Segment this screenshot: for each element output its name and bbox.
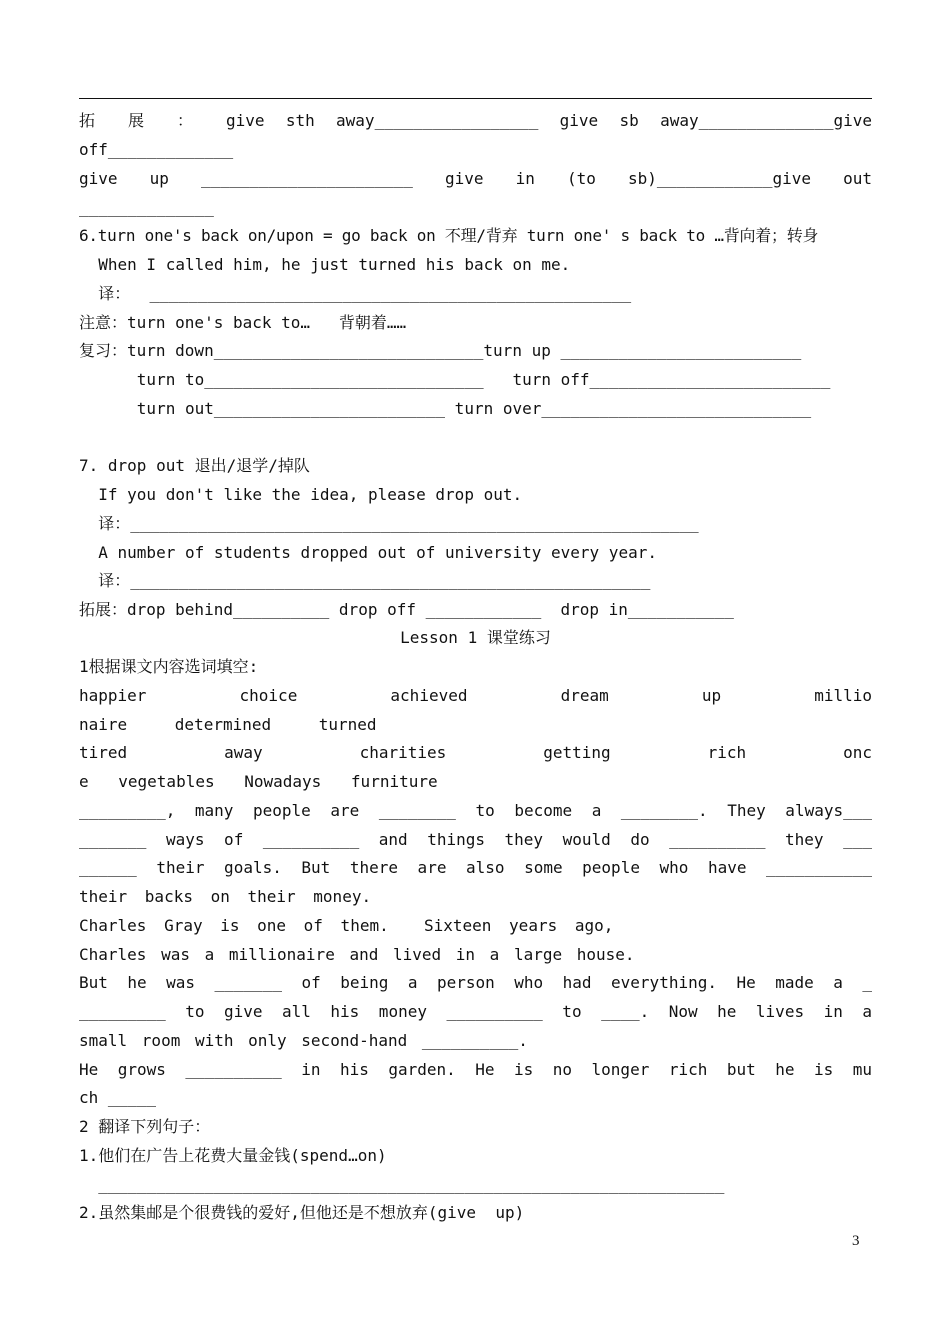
text-line: give up ______________________ give in (to sb)____________give out bbox=[79, 169, 872, 188]
text-line: _________, many people are ________ to become a ________. They always___ bbox=[79, 801, 872, 820]
text-line: 译：___________________________________________________________ bbox=[79, 514, 699, 533]
text-line: small room with only second-hand __________. bbox=[79, 1031, 528, 1050]
section-title: Lesson 1 课堂练习 bbox=[400, 628, 551, 647]
text-line: 复习：turn down____________________________turn up _________________________ bbox=[79, 341, 802, 360]
text-line: When I called him, he just turned his back on me. bbox=[79, 255, 571, 274]
text-line: He grows __________ in his garden. He is no longer rich but he is mu bbox=[79, 1060, 872, 1079]
text-line: 译： __________________________________________________ bbox=[79, 284, 632, 303]
text-line: ______________ bbox=[79, 198, 214, 217]
text-line: 1根据课文内容选词填空: bbox=[79, 657, 259, 676]
text-line: 1.他们在广告上花费大量金钱(spend…on) bbox=[79, 1146, 387, 1165]
text-line: Charles was a millionaire and lived in a large house. bbox=[79, 945, 635, 964]
text-line: 6.turn one's back on/upon = go back on 不理/背弃 turn one' s back to …背向着；转身 bbox=[79, 226, 819, 245]
text-line: _______ ways of __________ and things they would do __________ they ___ bbox=[79, 830, 872, 849]
text-line: their backs on their money. bbox=[79, 887, 372, 906]
text-line: 拓 展 ： give sth away_________________ give sb away______________give bbox=[79, 111, 872, 130]
top-rule bbox=[79, 98, 872, 99]
text-line: turn out________________________ turn over____________________________ bbox=[79, 399, 812, 418]
text-line: If you don't like the idea, please drop out. bbox=[79, 485, 523, 504]
text-line: e vegetables Nowadays furniture bbox=[79, 772, 438, 791]
text-line: naire determined turned bbox=[79, 715, 377, 734]
text-line: turn to_____________________________ turn off_________________________ bbox=[79, 370, 831, 389]
text-line: 2 翻译下列句子： bbox=[79, 1117, 211, 1136]
text-line: off_____________ bbox=[79, 140, 234, 159]
text-line: happier choice achieved dream up millio bbox=[79, 686, 872, 705]
text-line: ______ their goals. But there are also some people who have ___________ bbox=[79, 858, 872, 877]
text-line: A number of students dropped out of university every year. bbox=[79, 543, 657, 562]
text-line: 译：______________________________________________________ bbox=[79, 571, 651, 590]
text-line: _________ to give all his money __________ to ____. Now he lives in a bbox=[79, 1002, 872, 1021]
text-line: 拓展：drop behind__________ drop off ____________ drop in___________ bbox=[79, 600, 734, 619]
page-number: 3 bbox=[852, 1233, 860, 1249]
text-line: Charles Gray is one of them. Sixteen years ago, bbox=[79, 916, 614, 935]
text-line: 2.虽然集邮是个很费钱的爱好,但他还是不想放弃(give up) bbox=[79, 1203, 525, 1222]
text-line: tired away charities getting rich onc bbox=[79, 743, 872, 762]
text-line: 7. drop out 退出/退学/掉队 bbox=[79, 456, 310, 475]
text-line: But he was _______ of being a person who had everything. He made a _ bbox=[79, 973, 872, 992]
text-line: 注意：turn one's back to… 背朝着…… bbox=[79, 313, 407, 332]
text-line: ch _____ bbox=[79, 1088, 157, 1107]
text-line: _________________________________________________________________ bbox=[79, 1175, 725, 1194]
